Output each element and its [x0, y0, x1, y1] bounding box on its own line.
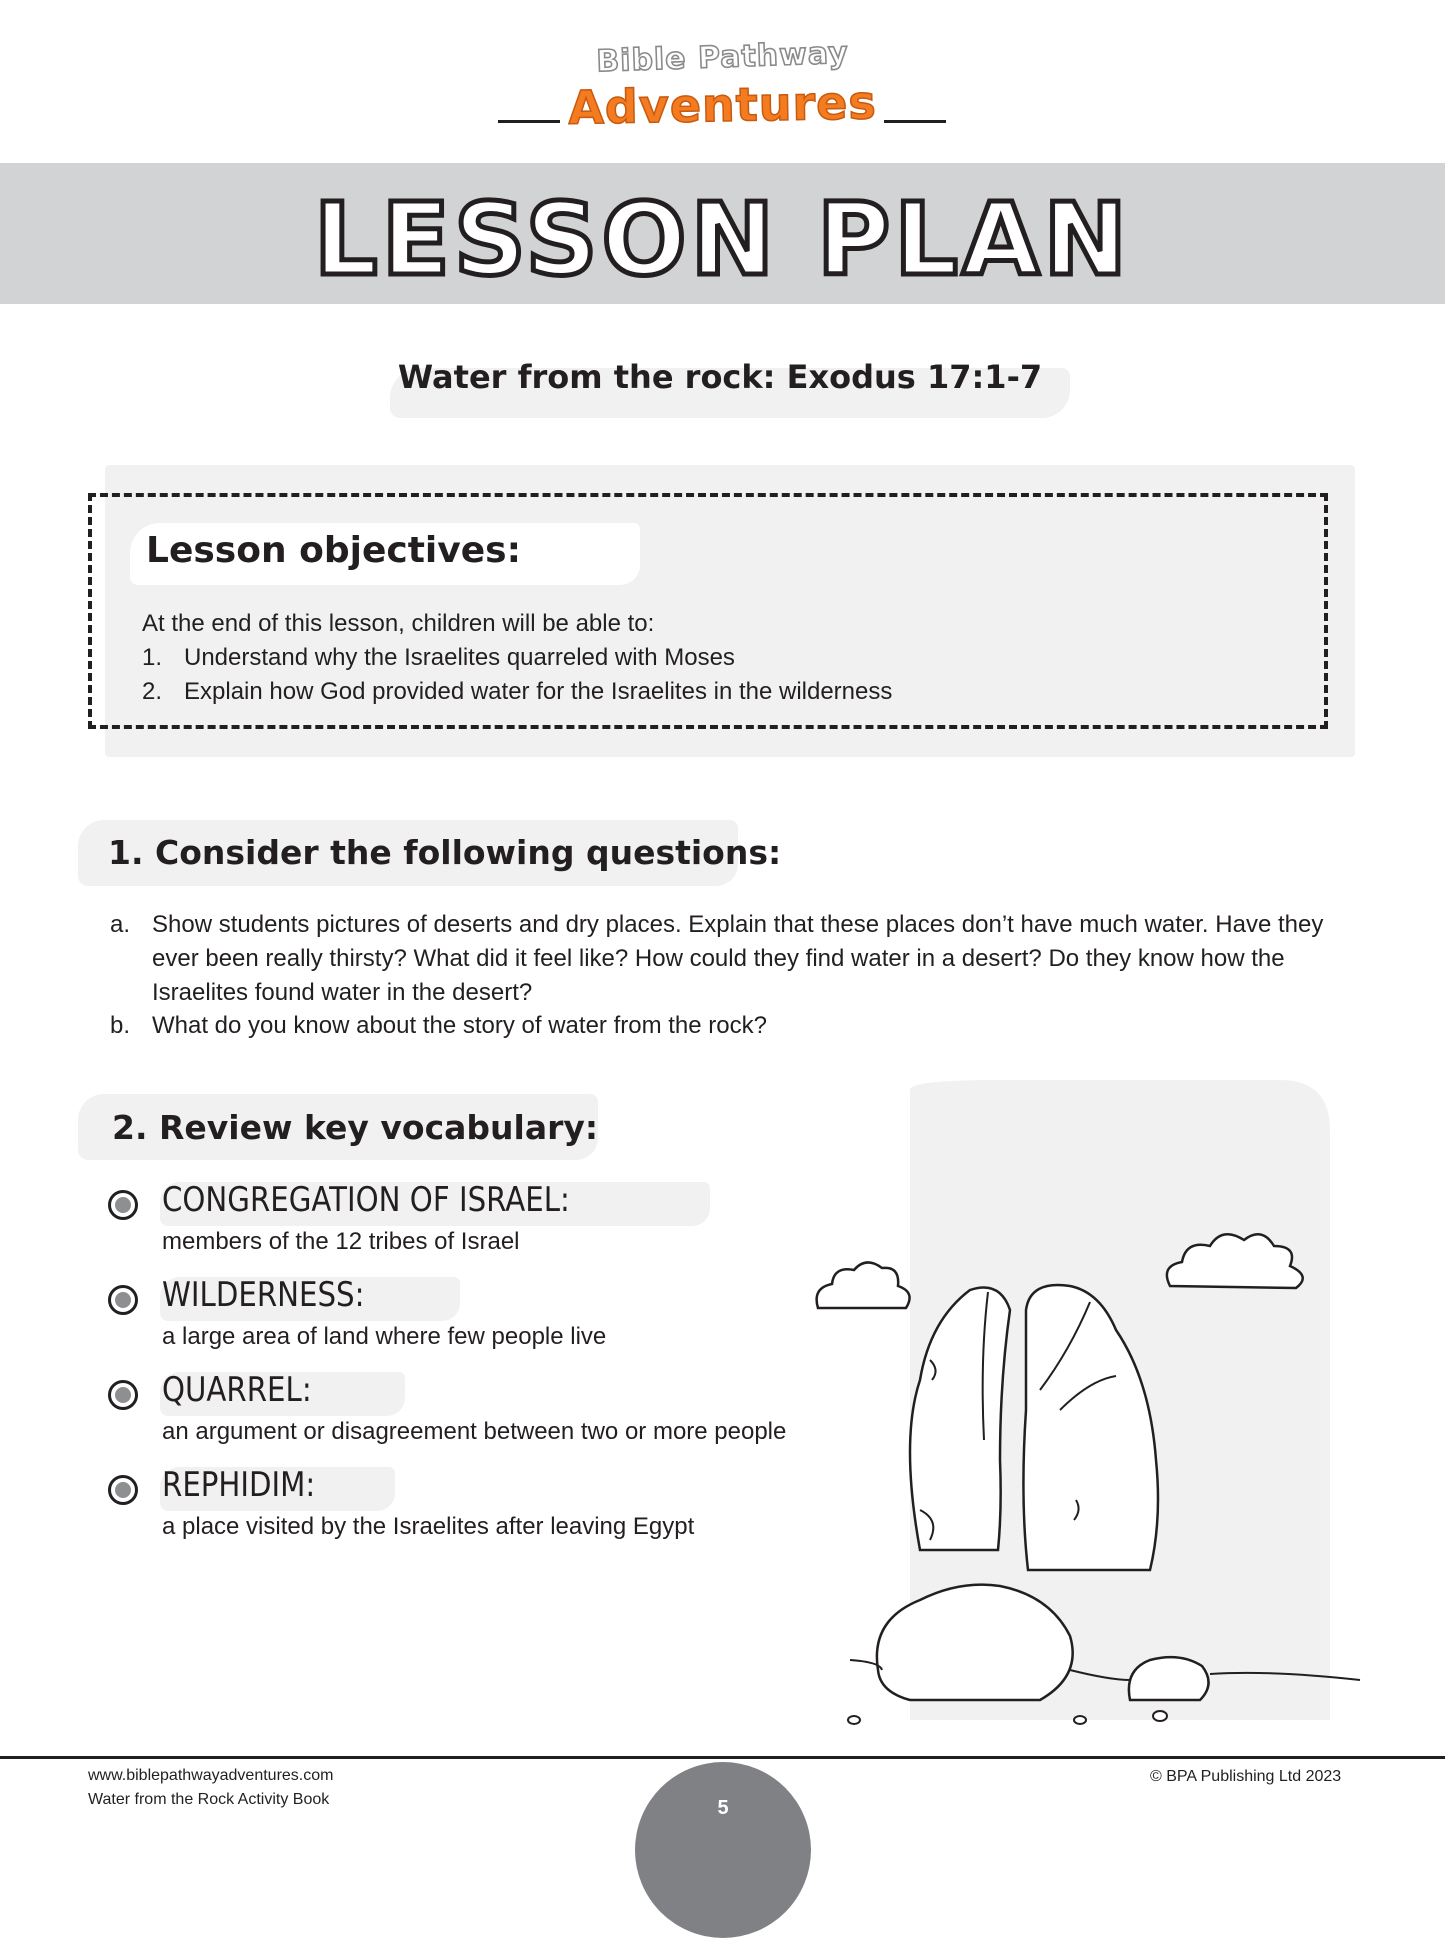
logo-top-text: Bible Pathway	[595, 35, 850, 80]
objective-number: 1.	[142, 644, 163, 671]
vocab-term: REPHIDIM:	[162, 1465, 316, 1505]
vocab-term: WILDERNESS:	[162, 1275, 365, 1315]
vocab-term: CONGREGATION OF ISRAEL:	[162, 1180, 570, 1220]
page-number-badge	[635, 1762, 811, 1938]
vocab-term: QUARREL:	[162, 1370, 312, 1410]
objectives-heading: Lesson objectives:	[146, 530, 521, 571]
title-band	[0, 163, 1445, 304]
logo-bottom-text: Adventures	[567, 75, 878, 135]
subtitle-block	[380, 348, 1080, 410]
rock-illustration	[770, 1080, 1370, 1740]
question-item	[110, 1009, 1360, 1043]
objective-text: Explain how God provided water for the Israelites in the wilderness	[184, 678, 893, 705]
subtitle: Water from the rock: Exodus 17:1-7	[397, 358, 1043, 396]
cloud-icon	[817, 1262, 910, 1308]
question-letter: b.	[110, 1012, 131, 1039]
objective-number: 2.	[142, 678, 163, 705]
vocab-definition: a large area of land where few people live	[162, 1323, 607, 1350]
objectives-intro: At the end of this lesson, children will be able to:	[142, 610, 655, 637]
vocab-definition: a place visited by the Israelites after leaving Egypt	[162, 1513, 695, 1540]
page-number: 5	[717, 1797, 729, 1819]
bullet-icon	[108, 1190, 138, 1220]
bullet-icon	[108, 1285, 138, 1315]
objective-text: Understand why the Israelites quarreled with Moses	[184, 644, 735, 671]
section1-heading: 1. Consider the following questions:	[108, 833, 782, 872]
footer-book-title: Water from the Rock Activity Book	[88, 1791, 330, 1808]
question-text: Show students pictures of deserts and dry places. Explain that these places don’t have much water. Have they ever been really thirsty? What did it feel like? How could they find water in a desert? Do they know how the Israelites found water in the desert?	[152, 911, 1324, 1006]
vocab-definition: members of the 12 tribes of Israel	[162, 1228, 520, 1255]
vocab-definition: an argument or disagreement between two or more people	[162, 1418, 787, 1445]
question-item	[110, 908, 1360, 1010]
question-letter: a.	[110, 911, 131, 938]
footer-rule	[0, 1756, 1445, 1759]
objective-item	[142, 644, 735, 672]
objective-item	[142, 678, 892, 706]
bullet-icon	[108, 1475, 138, 1505]
small-boulder	[1129, 1657, 1209, 1700]
bullet-icon	[108, 1380, 138, 1410]
section2-heading: 2. Review key vocabulary:	[112, 1108, 599, 1147]
footer-website: www.biblepathwayadventures.com	[88, 1767, 334, 1784]
page-title: LESSON PLAN	[313, 181, 1132, 298]
footer-copyright: © BPA Publishing Ltd 2023	[1150, 1768, 1342, 1785]
question-text: What do you know about the story of water from the rock?	[152, 1012, 767, 1039]
